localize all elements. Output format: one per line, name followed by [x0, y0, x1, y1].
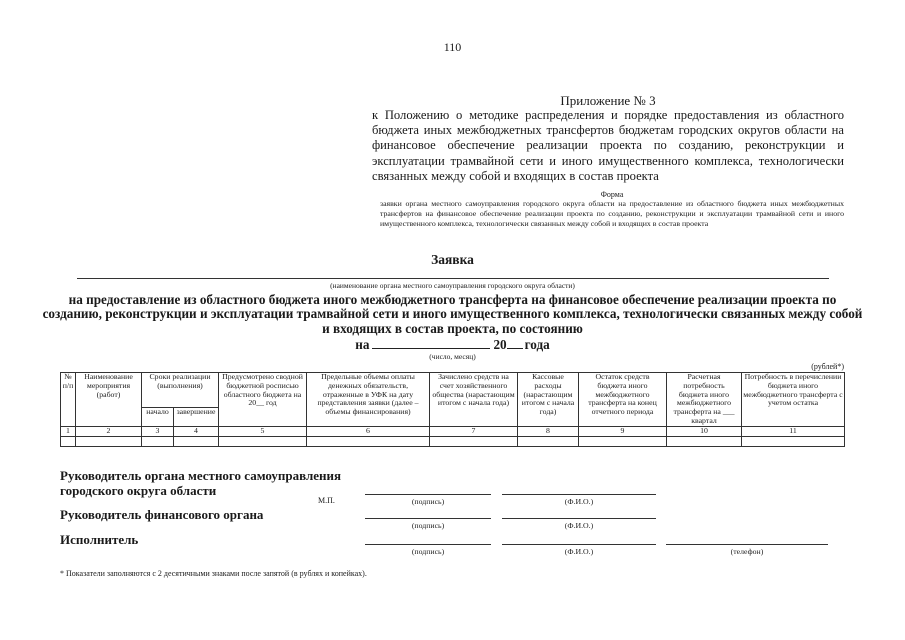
col-number: 9: [579, 426, 667, 436]
col-number: 7: [430, 426, 518, 436]
header-credited: Зачислено средств на счет хозяйственного общества (нарастающим итогом с начала года): [430, 373, 518, 427]
empty-cell: [579, 436, 667, 446]
empty-cell: [307, 436, 430, 446]
stamp-place-label: М.П.: [318, 496, 335, 505]
col-number: 4: [174, 426, 219, 436]
col-number: 3: [142, 426, 174, 436]
page-number: 110: [443, 40, 462, 54]
empty-cell: [142, 436, 174, 446]
header-limits: Предельные объемы оплаты денежных обязательств, отраженные в УФК на дату представления заявки (далее – объемы финансирования): [307, 373, 430, 427]
header-cash: Кассовые расходы (нарастающим итогом с начала года): [518, 373, 579, 427]
year-blank: [507, 337, 523, 349]
table-empty-row: [61, 436, 845, 446]
org-name-line: [77, 278, 829, 279]
application-table: [60, 372, 845, 447]
header-estimated: Расчетная потребность бюджета иного межбюджетного трансферта на ___ квартал: [667, 373, 742, 427]
fio-line-head-local: [502, 494, 656, 495]
signature-caption: (подпись): [411, 497, 445, 506]
date-caption: (число, месяц): [429, 352, 476, 361]
date-suffix: года: [524, 337, 550, 352]
appendix-title: Приложение № 3: [560, 93, 656, 108]
form-label: Форма: [600, 190, 624, 199]
empty-cell: [742, 436, 845, 446]
date-year: 20: [493, 337, 507, 352]
empty-cell: [518, 436, 579, 446]
date-blank: [372, 337, 490, 349]
signature-head-finance-title: Руководитель финансового органа: [60, 507, 264, 522]
empty-cell: [76, 436, 142, 446]
header-end: завершение: [174, 408, 219, 427]
empty-cell: [174, 436, 219, 446]
header-start: начало: [142, 408, 174, 427]
empty-cell: [61, 436, 76, 446]
fio-caption: (Ф.И.О.): [564, 497, 594, 506]
phone-caption: (телефон): [730, 547, 764, 556]
signature-executor-title: Исполнитель: [60, 532, 139, 547]
col-number: 2: [76, 426, 142, 436]
empty-cell: [219, 436, 307, 446]
fio-caption: (Ф.И.О.): [564, 521, 594, 530]
header-balance: Остаток средств бюджета иного межбюджетного трансферта на конец отчетного периода: [579, 373, 667, 427]
fio-line-head-finance: [502, 518, 656, 519]
col-number: 11: [742, 426, 845, 436]
header-name: Наименование мероприятия (работ): [76, 373, 142, 427]
col-number: 6: [307, 426, 430, 436]
date-prefix: на: [355, 337, 370, 352]
header-terms: Сроки реализации (выполнения): [142, 373, 219, 408]
col-number: 5: [219, 426, 307, 436]
table-header-row: [61, 373, 845, 408]
table-column-numbers-row: [61, 426, 845, 436]
signature-caption: (подпись): [411, 547, 445, 556]
form-description: заявки органа местного самоуправления городского округа области на предоставление из областного бюджета иных межбюджетных трансфертов на финансовое обеспечение реализации проекта по созданию, реконструкции и эксплуатации трамвайной сети и иного имущественного комплекса, технологически связанных между собой и входящих в состав проекта: [380, 199, 844, 228]
header-planned: Предусмотрено сводной бюджетной росписью областного бюджета на 20__ год: [219, 373, 307, 427]
header-need: Потребность в перечислении бюджета иного межбюджетного трансферта с учетом остатка: [742, 373, 845, 427]
signature-line-executor: [365, 544, 491, 545]
col-number: 10: [667, 426, 742, 436]
phone-line-executor: [666, 544, 828, 545]
footnote: * Показатели заполняются с 2 десятичными знаками после запятой (в рублях и копейках).: [60, 569, 367, 578]
empty-cell: [430, 436, 518, 446]
header-num: № п/п: [61, 373, 76, 427]
signature-head-local-title: Руководитель органа местного самоуправления городского округа области: [60, 468, 342, 498]
fio-caption: (Ф.И.О.): [564, 547, 594, 556]
appendix-text: к Положению о методике распределения и порядке предоставления из областного бюджета иных межбюджетных трансфертов бюджетам городских округов области на финансовое обеспечение реализации проекта по созданию, реконструкции и эксплуатации трамвайной сети и иного имущественного комплекса, технологически связанных между собой и входящих в состав проекта: [372, 108, 844, 183]
col-number: 1: [61, 426, 76, 436]
fio-line-executor: [502, 544, 656, 545]
signature-caption: (подпись): [411, 521, 445, 530]
signature-line-head-local: [365, 494, 491, 495]
application-heading: на предоставление из областного бюджета иного межбюджетного трансферта на финансовое обеспечение реализации проекта по созданию, реконструкции и эксплуатации трамвайной сети и иного имущественного комплекса, технологически связанных между собой и входящих в состав проекта, по состоянию: [42, 292, 863, 336]
org-name-caption: (наименование органа местного самоуправления городского округа области): [330, 281, 575, 290]
empty-cell: [667, 436, 742, 446]
units-label: (рублей*): [811, 362, 844, 371]
col-number: 8: [518, 426, 579, 436]
signature-line-head-finance: [365, 518, 491, 519]
date-row: [0, 337, 905, 353]
application-title: Заявка: [431, 252, 474, 267]
